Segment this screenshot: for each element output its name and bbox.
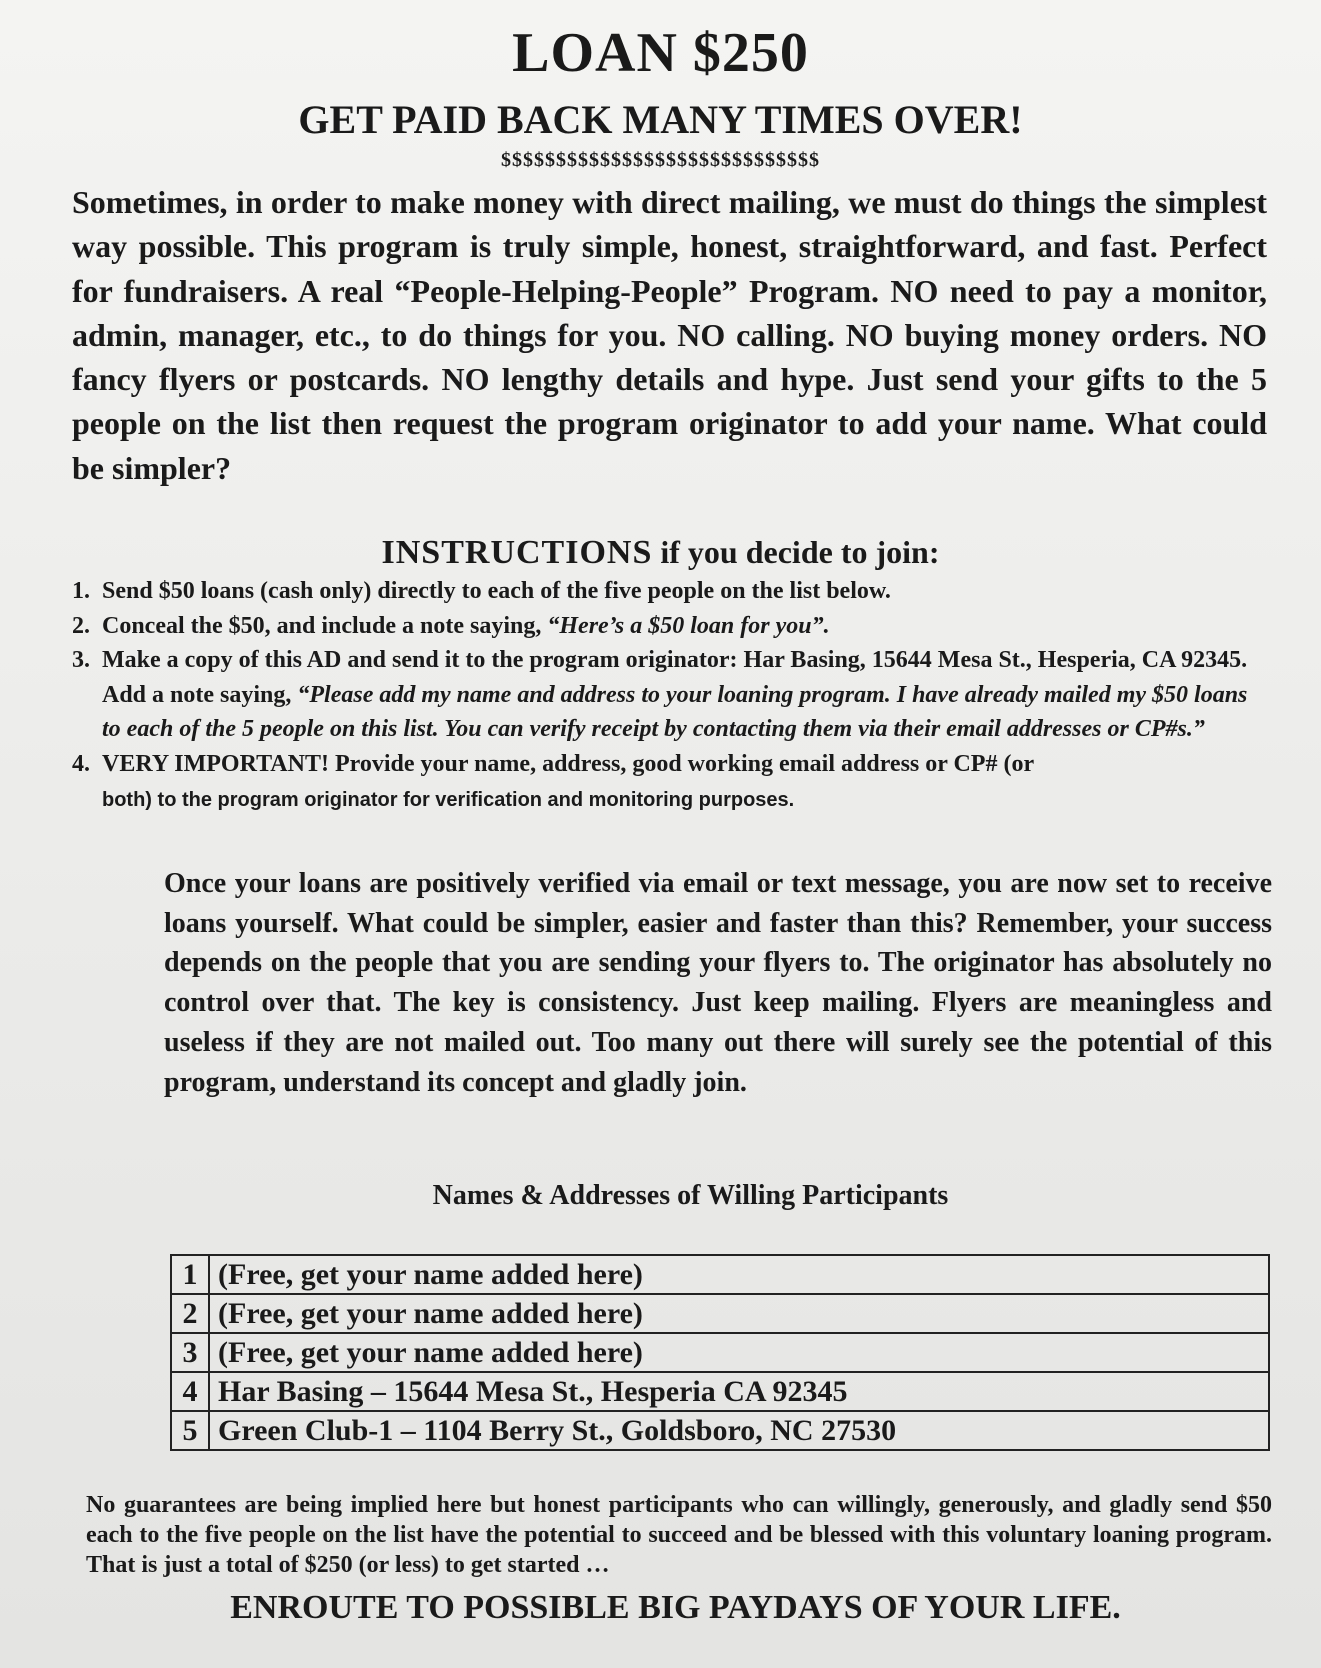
step-number: 2.	[72, 612, 90, 639]
table-row	[171, 1255, 1269, 1294]
instructions-list	[72, 574, 1272, 817]
row-entry: Green Club-1 – 1104 Berry St., Goldsboro, NC 27530	[209, 1411, 1269, 1450]
instruction-step	[72, 643, 1272, 747]
row-number: 3	[171, 1333, 209, 1372]
instructions-heading	[0, 532, 1321, 573]
step-text: Conceal the $50, and include a note saying,	[102, 612, 548, 639]
instruction-step	[72, 574, 1272, 609]
closing-line: ENROUTE TO POSSIBLE BIG PAYDAYS OF YOUR LIFE.	[230, 1589, 1121, 1626]
step-continuation: both) to the program originator for verification and monitoring purposes.	[102, 788, 795, 811]
row-entry: (Free, get your name added here)	[209, 1255, 1269, 1294]
instructions-heading-strong: INSTRUCTIONS	[381, 534, 653, 571]
step-number: 1.	[72, 578, 90, 604]
row-entry: (Free, get your name added here)	[209, 1294, 1269, 1333]
row-number: 1	[171, 1255, 209, 1294]
disclaimer-paragraph: No guarantees are being implied here but honest participants who can willingly, generously, and gladly send $50 each to the five people on the list have the potential to succeed and be blessed with this voluntary loaning program. That is just a total of $250 (or less) to get started …	[86, 1492, 1272, 1578]
step-quote: “Here’s a $50 loan for you”.	[547, 612, 830, 639]
step-number: 3.	[72, 647, 90, 674]
participants-table	[170, 1254, 1270, 1451]
participants-heading: Names & Addresses of Willing Participants	[432, 1180, 949, 1211]
table-row	[171, 1372, 1269, 1411]
verification-paragraph: Once your loans are positively verified via email or text message, you are now set to receive loans yourself. What could be simpler, easier and faster than this? Remember, your success depends on the people that you are sending your flyers to. The originator has absolutely no control over that. The key is consistency. Just keep mailing. Flyers are meaningless and useless if they are not mailed out. Too many out there will surely see the potential of this program, understand its concept and gladly join.	[164, 868, 1272, 1098]
instructions-heading-rest: if you decide to join:	[652, 534, 940, 570]
table-row	[171, 1294, 1269, 1333]
page-title: LOAN $250	[512, 22, 809, 84]
intro-paragraph: Sometimes, in order to make money with direct mailing, we must do things the simplest way possible. This program is truly simple, honest, straightforward, and fast. Perfect for fundraisers. A real “People-Helping-People” Program. NO need to pay a monitor, admin, manager, etc., to do things for you. NO calling. NO buying money orders. NO fancy flyers or postcards. NO lengthy details and hype. Just send your gifts to the 5 people on the list then request the program originator to add your name. What could be simpler?	[72, 184, 1267, 486]
instruction-step	[72, 609, 1272, 644]
step-text: VERY IMPORTANT! Provide your name, address, good working email address or CP# (or	[102, 750, 1035, 777]
row-number: 2	[171, 1294, 209, 1333]
step-number: 4.	[72, 750, 90, 777]
instruction-step	[72, 747, 1272, 817]
dollar-sign-divider: $$$$$$$$$$$$$$$$$$$$$$$$$$$$$	[501, 149, 820, 171]
row-number: 5	[171, 1411, 209, 1450]
step-quote: “Please add my name and address to your loaning program. I have already mailed my $50 loans to each of the 5 people on this list. You can verify receipt by contacting them via their email addresses or CP#s.”	[102, 681, 1248, 743]
row-number: 4	[171, 1372, 209, 1411]
row-entry: (Free, get your name added here)	[209, 1333, 1269, 1372]
row-entry: Har Basing – 15644 Mesa St., Hesperia CA 92345	[209, 1372, 1269, 1411]
step-text: Send $50 loans (cash only) directly to each of the five people on the list below.	[102, 578, 891, 604]
step-text: Make a copy of this AD and send it to the program originator: Har Basing, 15644 Mesa St., Hesperia, CA 92345. Add a note saying,	[102, 647, 1248, 708]
table-row	[171, 1333, 1269, 1372]
table-row	[171, 1411, 1269, 1450]
page-subtitle: GET PAID BACK MANY TIMES OVER!	[298, 97, 1023, 142]
